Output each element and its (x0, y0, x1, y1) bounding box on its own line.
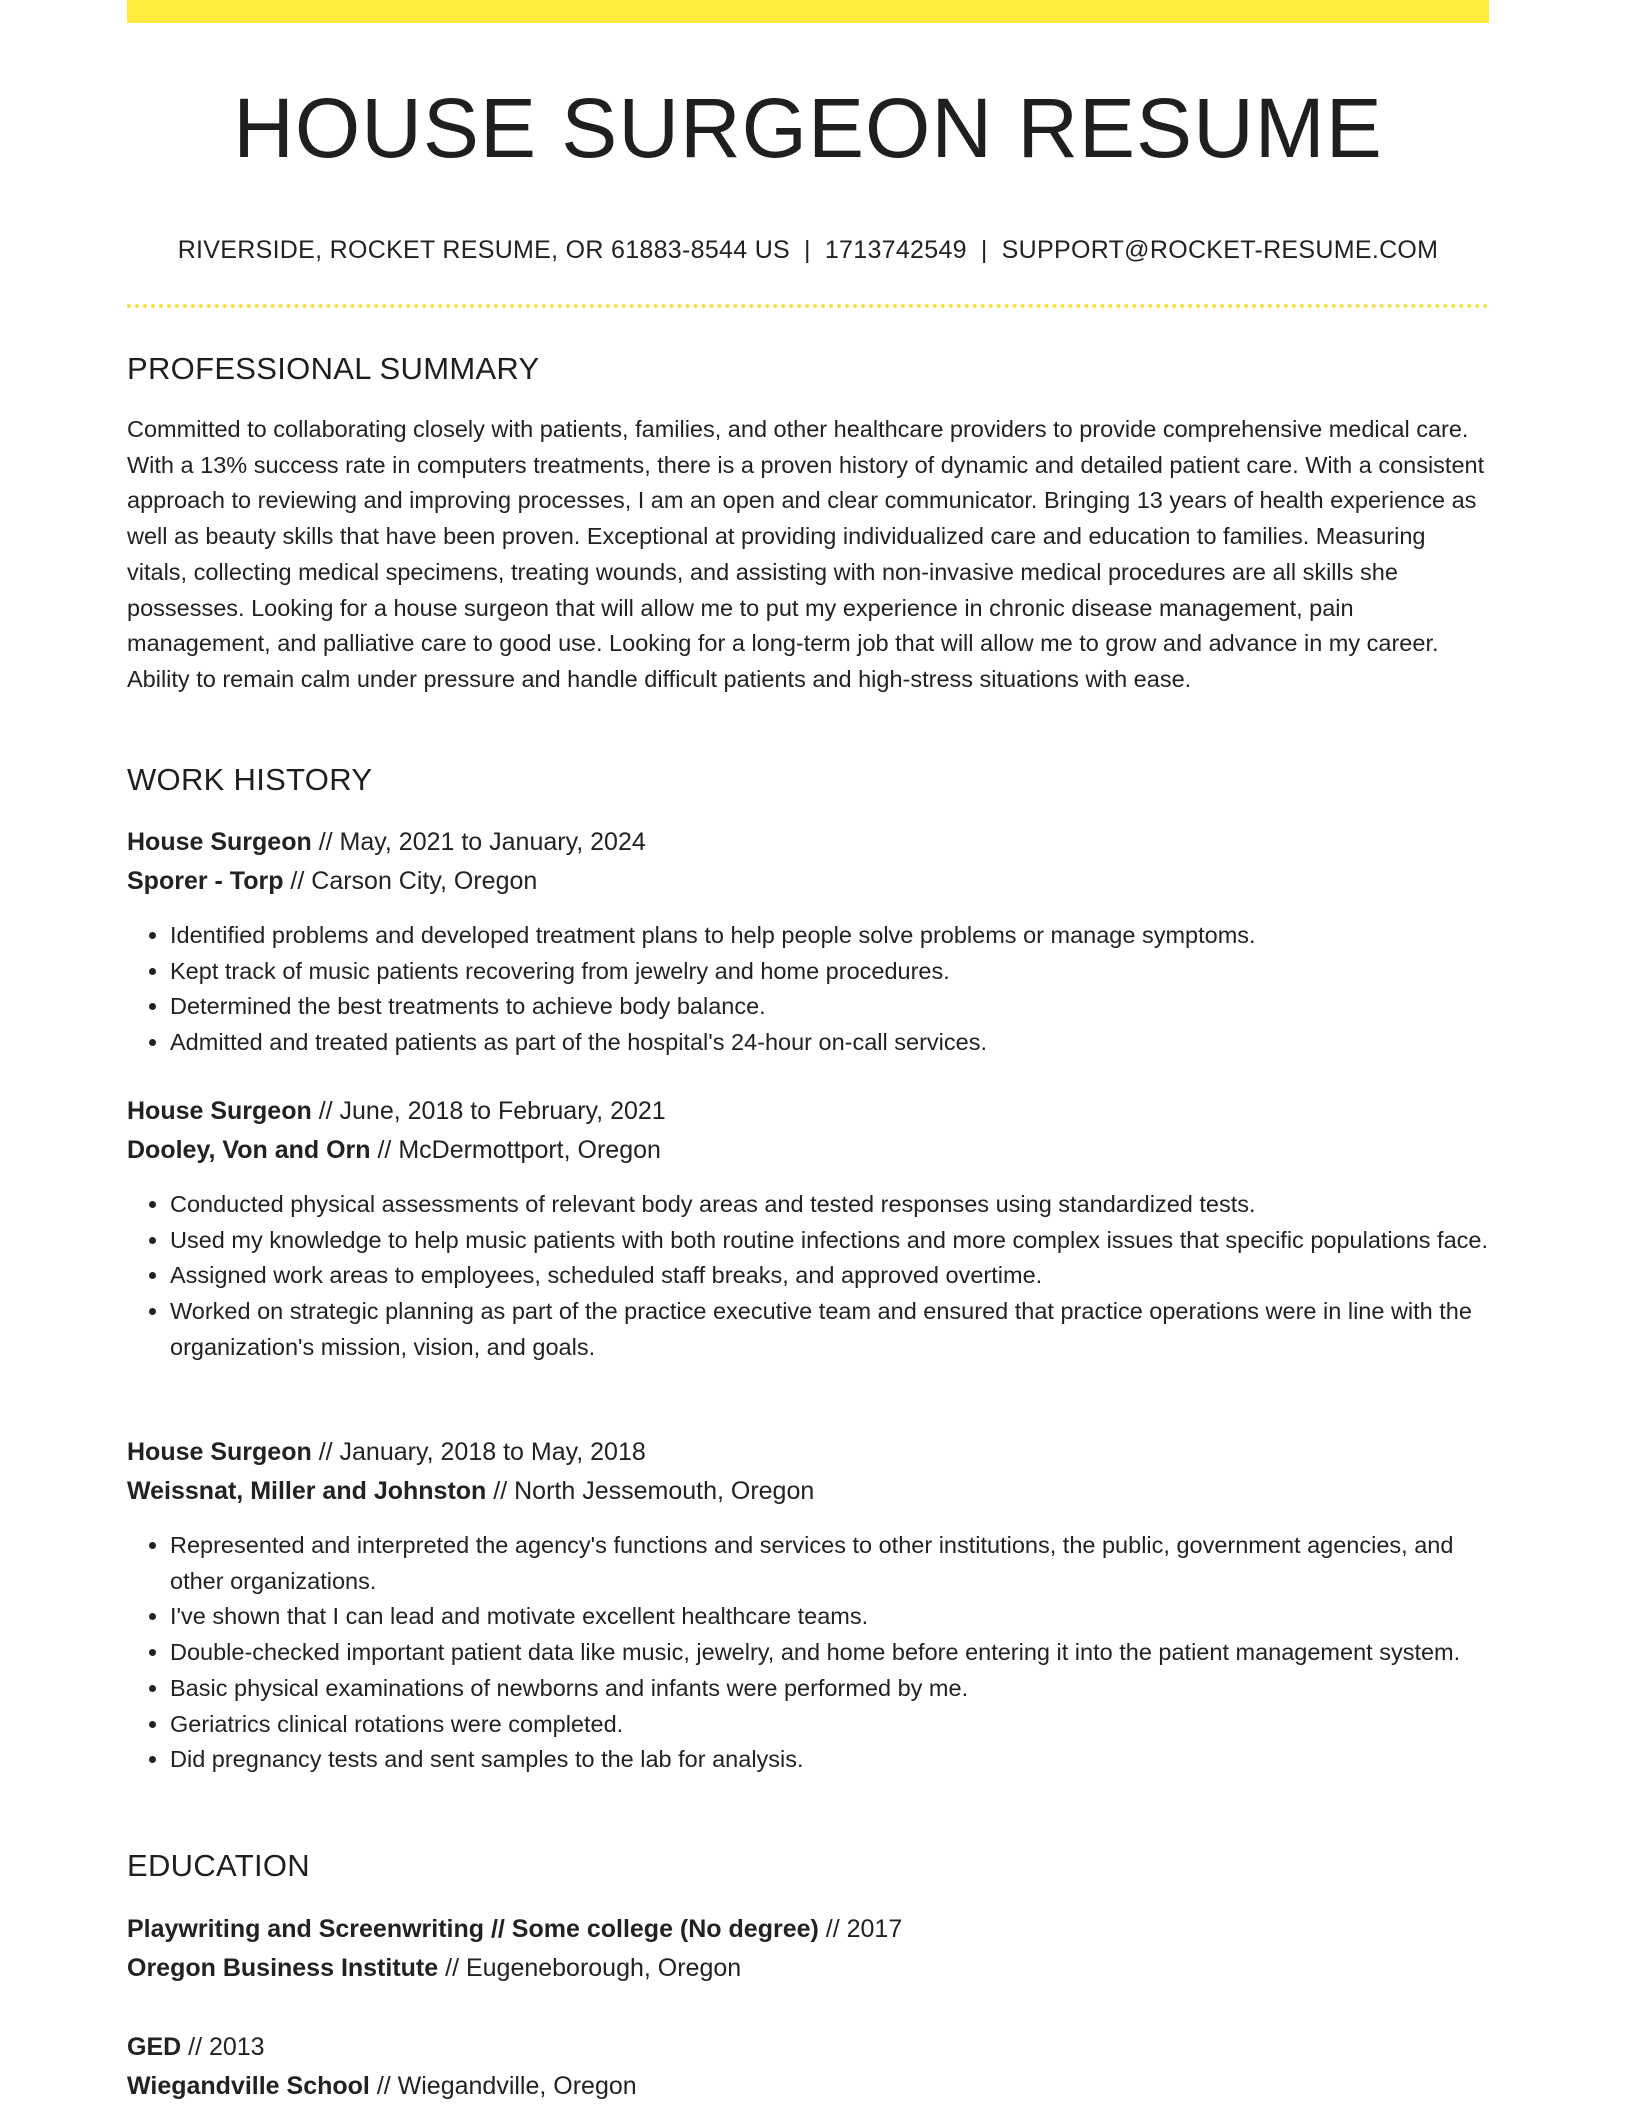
education-entry (127, 1914, 1489, 1983)
job-employer: Dooley, Von and Orn (127, 1136, 371, 1164)
job-location: // McDermottport, Oregon (370, 1136, 661, 1164)
job-employer: Weissnat, Miller and Johnston (127, 1477, 487, 1505)
job-title-line (127, 1437, 1489, 1467)
education-school-line (127, 1953, 1489, 1983)
job-title: House Surgeon (127, 1438, 312, 1466)
job-location: // North Jessemouth, Oregon (486, 1477, 815, 1505)
job-dates: // May, 2021 to January, 2024 (311, 828, 646, 856)
job-location: // Carson City, Oregon (283, 867, 538, 895)
list-item: • Assigned work areas to employees, scheduled staff breaks, and approved overtime. (170, 1258, 1489, 1294)
contact-line (127, 236, 1489, 265)
education-location: // Eugeneborough, Oregon (438, 1954, 742, 1982)
job-bullets (127, 1187, 1489, 1366)
dotted-divider (127, 304, 1489, 308)
top-accent-bar (127, 0, 1489, 23)
job-entry (127, 1437, 1489, 1778)
job-title-line (127, 1096, 1489, 1126)
education-entry (127, 2032, 1489, 2101)
page-title: HOUSE SURGEON RESUME (233, 81, 1383, 175)
job-employer-line (127, 1135, 1489, 1165)
work-history-heading: WORK HISTORY (127, 762, 373, 797)
list-item: • Worked on strategic planning as part of the practice executive team and ensured that practice operations were in line with the organization's mission, vision, and goals. (170, 1294, 1489, 1365)
list-item: • Geriatrics clinical rotations were completed. (170, 1707, 1489, 1743)
job-title: House Surgeon (127, 828, 312, 856)
summary-heading: PROFESSIONAL SUMMARY (127, 351, 540, 386)
list-item: • Kept track of music patients recovering from jewelry and home procedures. (170, 954, 1489, 990)
education-degree-line (127, 2032, 1489, 2062)
education-location: // Wiegandville, Oregon (369, 2072, 637, 2100)
list-item: • Admitted and treated patients as part of the hospital's 24-hour on-call services. (170, 1025, 1489, 1061)
list-item: • Determined the best treatments to achieve body balance. (170, 989, 1489, 1025)
job-title: House Surgeon (127, 1097, 312, 1125)
list-item: • Identified problems and developed treatment plans to help people solve problems or manage symptoms. (170, 918, 1489, 954)
list-item: • Represented and interpreted the agency's functions and services to other institutions, the public, government agencies, and other organizations. (170, 1528, 1489, 1599)
list-item: • Used my knowledge to help music patients with both routine infections and more complex issues that specific populations face. (170, 1223, 1489, 1259)
education-school-line (127, 2071, 1489, 2101)
list-item: • Conducted physical assessments of relevant body areas and tested responses using standardized tests. (170, 1187, 1489, 1223)
list-item: • Did pregnancy tests and sent samples to the lab for analysis. (170, 1742, 1489, 1778)
education-year: // 2013 (181, 2033, 265, 2061)
education-degree: GED (127, 2033, 182, 2061)
job-dates: // June, 2018 to February, 2021 (311, 1097, 666, 1125)
list-item: • Double-checked important patient data like music, jewelry, and home before entering it into the patient management system. (170, 1635, 1489, 1671)
education-year: // 2017 (818, 1915, 903, 1943)
education-degree-line (127, 1914, 1489, 1944)
job-bullets (127, 918, 1489, 1061)
job-bullets (127, 1528, 1489, 1778)
contact-separator: | (980, 236, 988, 264)
job-entry (127, 827, 1489, 1061)
job-employer-line (127, 866, 1489, 896)
job-dates: // January, 2018 to May, 2018 (311, 1438, 646, 1466)
job-employer-line (127, 1476, 1489, 1506)
education-school: Wiegandville School (127, 2072, 370, 2100)
job-entry (127, 1096, 1489, 1366)
education-heading: EDUCATION (127, 1848, 310, 1883)
contact-separator: | (804, 236, 811, 264)
job-employer: Sporer - Torp (127, 867, 284, 895)
list-item: • Basic physical examinations of newborns and infants were performed by me. (170, 1671, 1489, 1707)
education-school: Oregon Business Institute (127, 1954, 439, 1982)
education-degree: Playwriting and Screenwriting // Some college (No degree) (127, 1915, 819, 1943)
contact-address: RIVERSIDE, ROCKET RESUME, OR 61883-8544 US (177, 236, 791, 264)
summary-text: Committed to collaborating closely with patients, families, and other healthcare providers to provide comprehensive medical care. With a 13% success rate in computers treatments, there is a proven history of dynamic and detailed patient care. With a consistent approach to reviewing and improving processes, I am an open and clear communicator. Bringing 13 years of health experience as well as beauty skills that have been proven. Exceptional at providing individualized care and education to families. Measuring vitals, collecting medical specimens, treating wounds, and assisting with non-invasive medical procedures are all skills she possesses. Looking for a house surgeon that will allow me to put my experience in chronic disease management, pain management, and palliative care to good use. Looking for a long-term job that will allow me to grow and advance in my career. Ability to remain calm under pressure and handle difficult patients and high-stress situations with ease. (127, 416, 1485, 692)
contact-email: SUPPORT@ROCKET-RESUME.COM (1001, 236, 1439, 264)
contact-phone: 1713742549 (824, 236, 967, 264)
job-title-line (127, 827, 1489, 857)
list-item: • I've shown that I can lead and motivate excellent healthcare teams. (170, 1599, 1489, 1635)
